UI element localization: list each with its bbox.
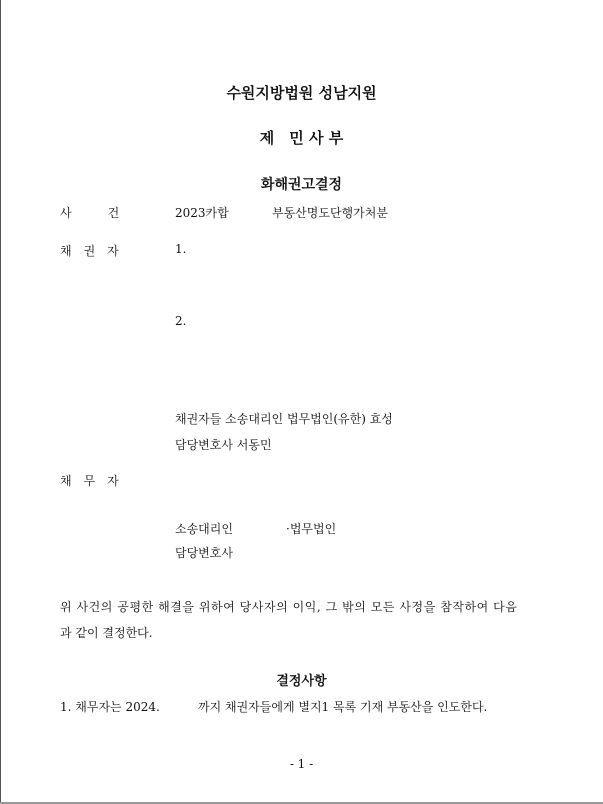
decision-item-1-end: 까지 채권자들에게 별지1 목록 기재 부동산을 인도한다. <box>198 700 488 714</box>
creditor-agent: 채권자들 소송대리인 법무법인(유한) 효성 <box>175 412 393 426</box>
body-text-line-2: 과 같이 결정한다. <box>60 626 153 640</box>
debtor-agent-label: 소송대리인 <box>175 522 233 536</box>
debtor-lawyer: 담당변호사 <box>175 546 233 560</box>
creditor-2: 2. <box>175 314 187 328</box>
case-name: 부동산명도단행가처분 <box>272 206 388 220</box>
division-name: 제 민 사 부 <box>259 129 344 147</box>
debtor-label: 채 무 자 <box>60 474 119 488</box>
debtor-agent-firm: ·법무법인 <box>286 522 337 536</box>
page-number: - 1 - <box>289 757 314 771</box>
creditor-lawyer: 담당변호사 서동민 <box>175 438 272 452</box>
court-name: 수원지방법원 성남지원 <box>226 84 377 102</box>
case-label: 사 건 <box>60 206 120 220</box>
body-text-line-1: 위 사건의 공평한 해결을 위하여 당사자의 이익, 그 밖의 모든 사정을 참작하여 다음 <box>60 600 518 614</box>
creditor-1: 1. <box>175 242 187 256</box>
decision-heading: 결정사항 <box>276 674 327 689</box>
document-title: 화해권고결정 <box>260 177 343 193</box>
creditor-label: 채 권 자 <box>60 244 119 258</box>
decision-item-1-start: 1. 채무자는 2024. <box>60 700 160 714</box>
case-number: 2023카합 <box>175 206 229 220</box>
